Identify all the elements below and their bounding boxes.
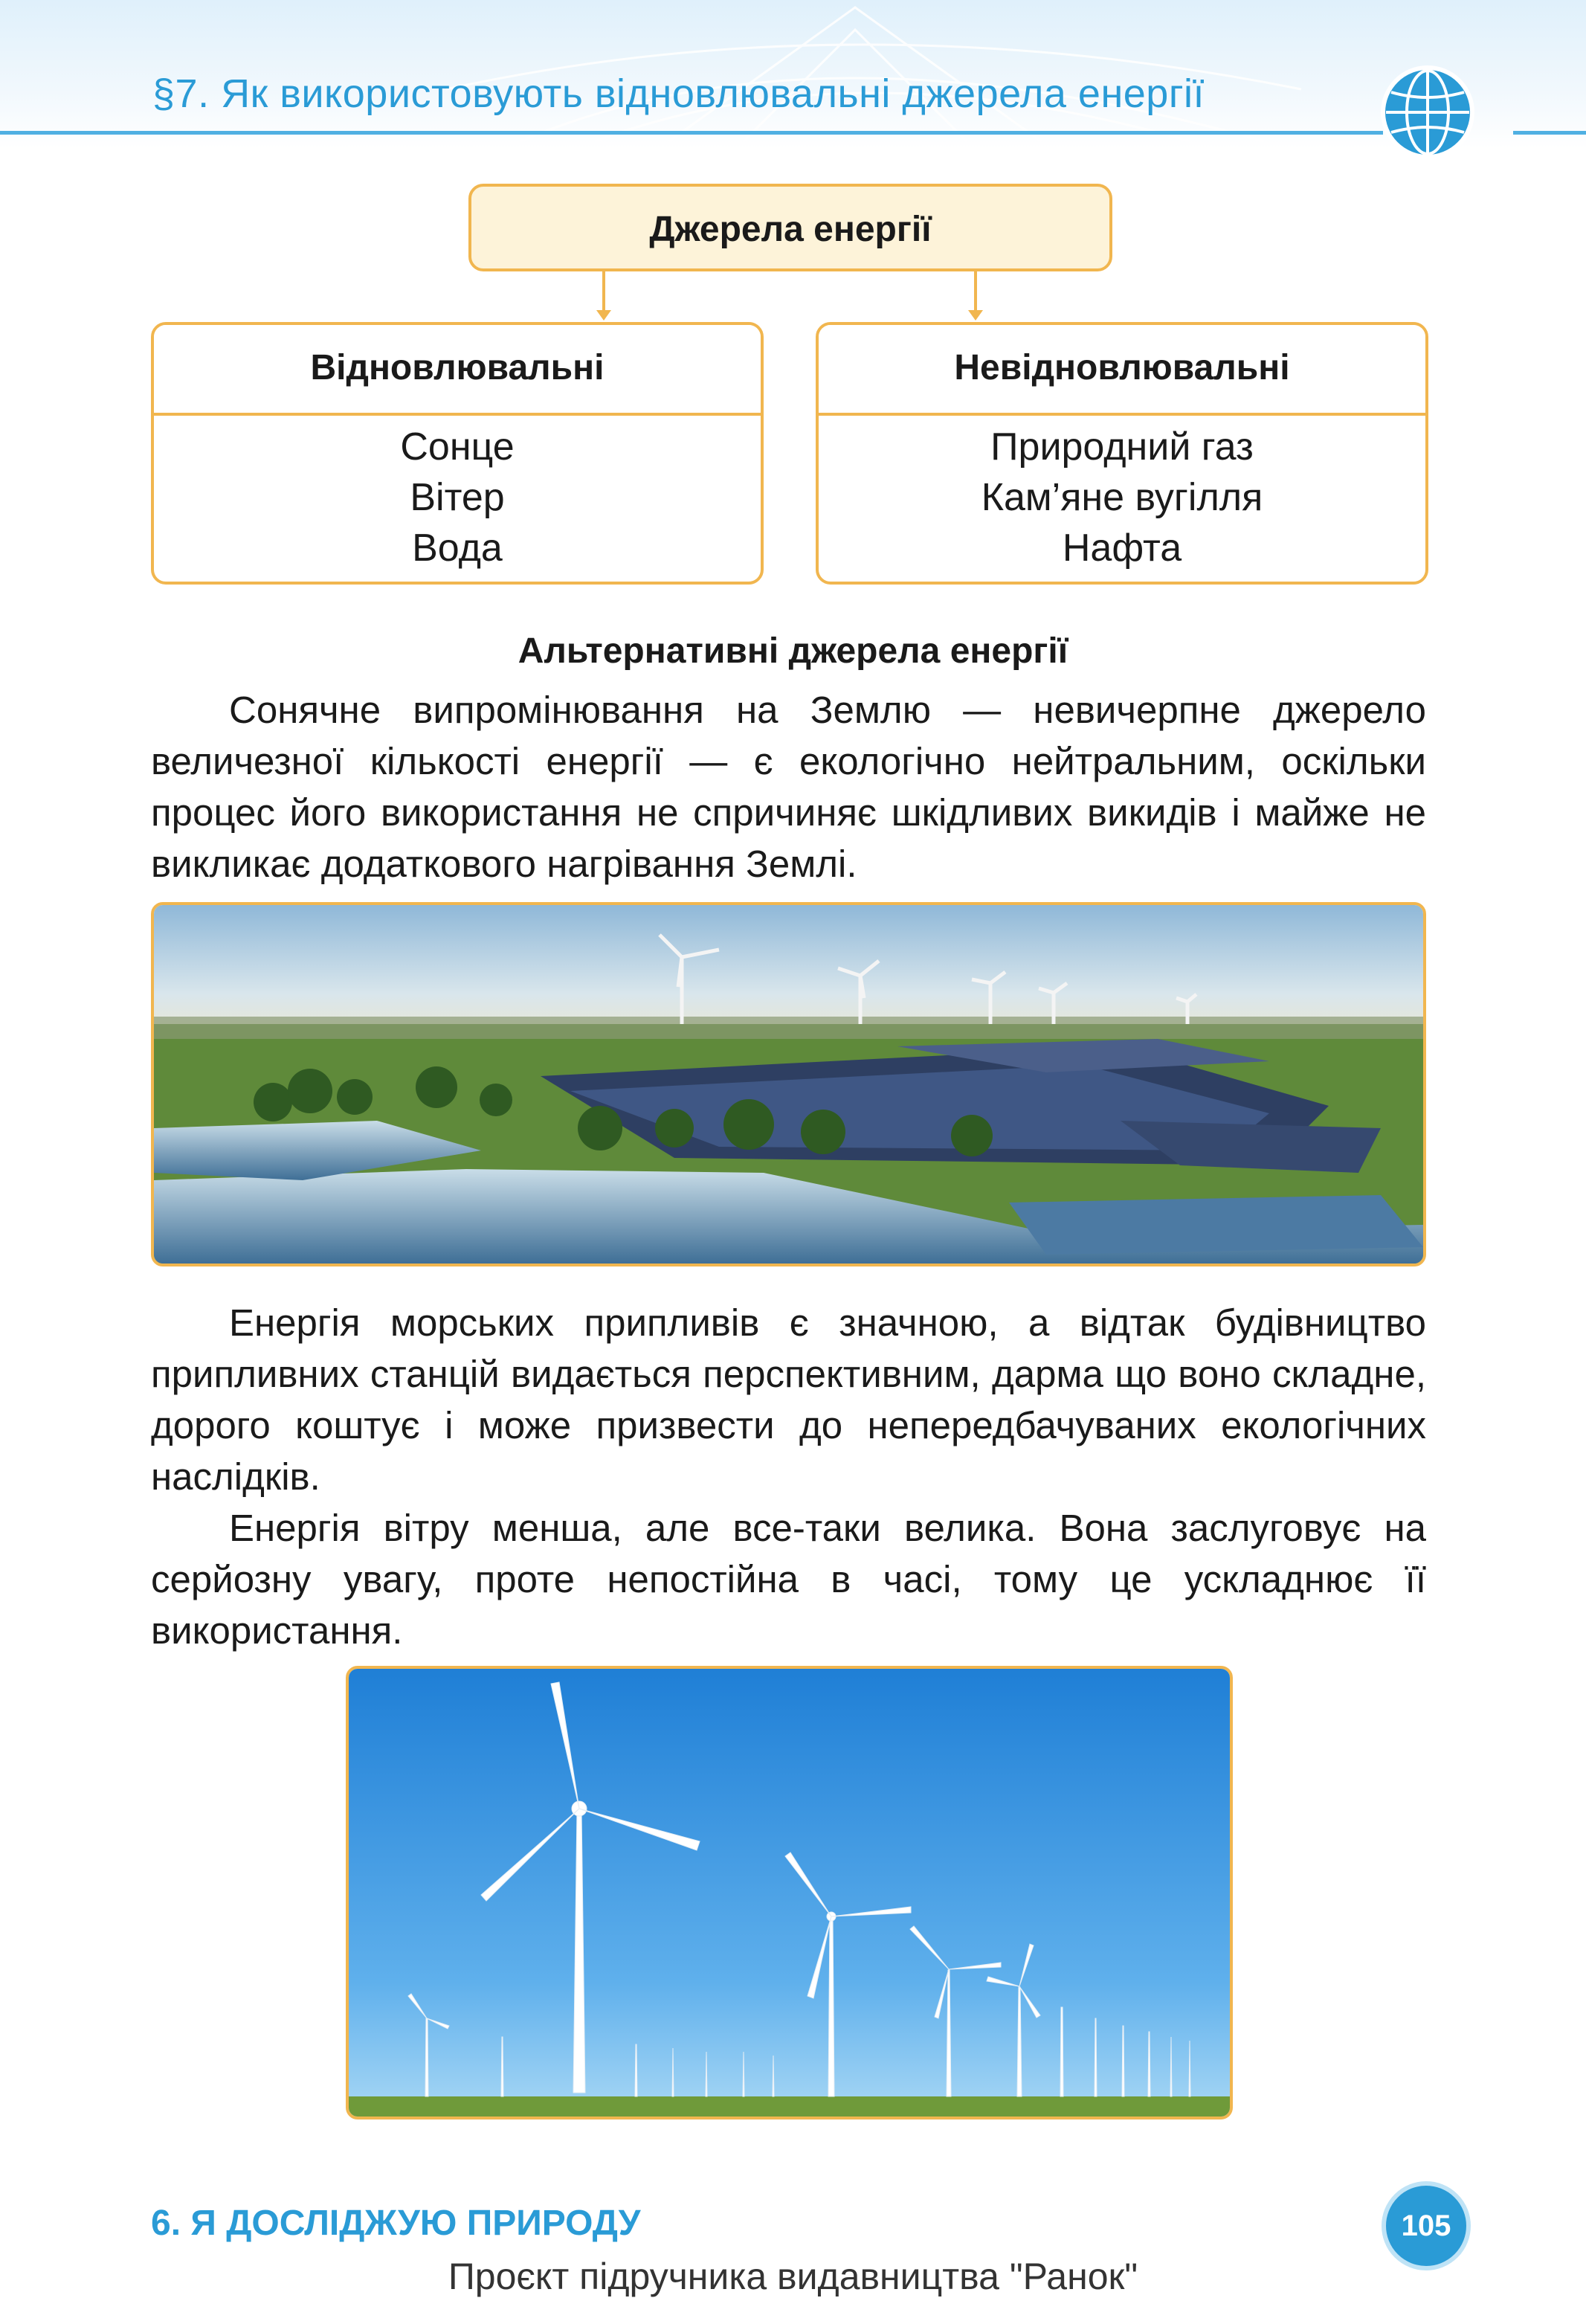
wind-farm-illustration xyxy=(349,1669,1230,2117)
solar-farm-photo xyxy=(151,902,1426,1266)
paragraph-text: Енергія вітру менша, але все-таки велика. Вона заслуговує на серйозну увагу, проте непостійна в часі, тому це ускладнює її використання. xyxy=(151,1507,1426,1652)
paragraph-tidal xyxy=(151,1297,1426,1502)
header-rule-right xyxy=(1513,131,1586,135)
nonrenewable-items xyxy=(819,422,1425,573)
nonrenewable-title: Невідновлювальні xyxy=(954,348,1290,387)
list-item: Кам’яне вугілля xyxy=(981,476,1263,519)
paragraph-solar xyxy=(151,684,1426,889)
page-number-badge: 105 xyxy=(1382,2181,1471,2270)
list-item: Нафта xyxy=(1062,527,1182,570)
footer-publisher-note: Проєкт підручника видавництва "Ранок" xyxy=(448,2256,1138,2297)
renewable-sources-box xyxy=(151,322,764,585)
wind-farm-photo xyxy=(346,1666,1233,2119)
header-rule xyxy=(0,131,1383,135)
renewable-title: Відновлювальні xyxy=(310,348,605,387)
nonrenewable-header xyxy=(819,325,1425,416)
section-heading: Альтернативні джерела енергії xyxy=(518,631,1068,671)
root-box-title: Джерела енергії xyxy=(649,210,932,249)
list-item: Сонце xyxy=(400,425,515,469)
list-item: Вітер xyxy=(410,476,505,519)
list-item: Вода xyxy=(412,527,503,570)
paragraph-wind xyxy=(151,1502,1426,1656)
paragraph-text: Сонячне випромінювання на Землю — невичерпне джерело величезної кількості енергії — є екологічно нейтральним, оскільки процес його використання не спричиняє шкідливих викидів і майже не викликає додаткового нагрівання Землі. xyxy=(151,689,1426,885)
renewable-items xyxy=(154,422,761,573)
connector-left-arrow xyxy=(587,271,632,324)
renewable-header xyxy=(154,325,761,416)
connector-right-arrow xyxy=(959,271,1004,324)
paragraph-text: Енергія морських припливів є значною, а відтак будівництво припливних станцій видається перспективним, дарма що воно складне, дорого коштує і може призвести до непередбачуваних екологічних наслідків. xyxy=(151,1301,1426,1498)
energy-sources-root-box xyxy=(468,184,1112,271)
nonrenewable-sources-box xyxy=(816,322,1428,585)
chapter-section-title: §7. Як використовують відновлювальні джерела енергії xyxy=(152,71,1205,116)
globe-icon xyxy=(1379,64,1476,161)
solar-farm-illustration xyxy=(154,905,1423,1264)
list-item: Природний газ xyxy=(990,425,1254,469)
page-header xyxy=(0,0,1586,178)
footer-chapter-title: 6. Я ДОСЛІДЖУЮ ПРИРОДУ xyxy=(151,2204,641,2243)
